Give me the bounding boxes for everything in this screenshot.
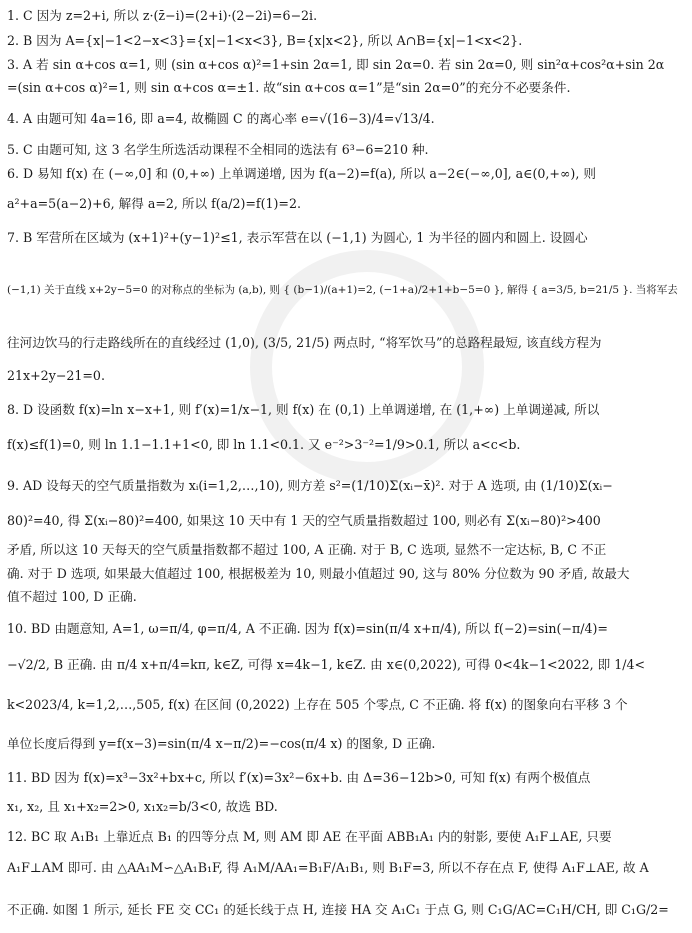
- answer-9: 9. AD 设每天的空气质量指数为 xᵢ(i=1,2,…,10), 则方差 s²=(1/10)Σ(xᵢ−x̄)². 对于 A 选项, 由 (1/10)Σ(xᵢ−: [7, 478, 613, 493]
- answer-2: 2. B 因为 A={x|−1<2−x<3}={x|−1<x<3}, B={x|x<2}, 所以 A∩B={x|−1<x<2}.: [7, 33, 523, 48]
- answer-12-cont2: 不正确. 如图 1 所示, 延长 FE 交 CC₁ 的延长线于点 H, 连接 HA 交 A₁C₁ 于点 G, 则 C₁G/AC=C₁H/CH, 即 C₁G/2=: [7, 902, 669, 917]
- answer-1: 1. C 因为 z=2+i, 所以 z·(z̄−i)=(2+i)·(2−2i)=6−2i.: [7, 8, 318, 23]
- answer-9-cont4: 值不超过 100, D 正确.: [7, 589, 137, 604]
- answer-5: 5. C 由题可知, 这 3 名学生所选活动课程不全相同的选法有 6³−6=210 种.: [7, 142, 429, 157]
- answer-7-cont3: 21x+2y−21=0.: [7, 368, 105, 383]
- answer-9-cont1: 80)²=40, 得 Σ(xᵢ−80)²=400, 如果这 10 天中有 1 天的空气质量指数超过 100, 则必有 Σ(xᵢ−80)²>400: [7, 513, 601, 528]
- answer-10: 10. BD 由题意知, A=1, ω=π/4, φ=π/4, A 不正确. 因为 f(x)=sin(π/4 x+π/4), 所以 f(−2)=sin(−π/4)=: [7, 621, 608, 636]
- answer-7-cont1: (−1,1) 关于直线 x+2y−5=0 的对称点的坐标为 (a,b), 则 { (b−1)/(a+1)=2, (−1+a)/2+1+b−5=0 }, 解得 { a=3/5, b=21/5 }. 当将军去: [7, 284, 678, 296]
- answer-6-cont: a²+a=5(a−2)+6, 解得 a=2, 所以 f(a/2)=f(1)=2.: [7, 196, 301, 211]
- answer-11: 11. BD 因为 f(x)=x³−3x²+bx+c, 所以 f′(x)=3x²−6x+b. 由 Δ=36−12b>0, 可知 f(x) 有两个极值点: [7, 770, 591, 785]
- answer-11-cont: x₁, x₂, 且 x₁+x₂=2>0, x₁x₂=b/3<0, 故选 BD.: [7, 799, 278, 814]
- answer-9-cont3: 确. 对于 D 选项, 如果最大值超过 100, 根据极差为 10, 则最小值超过 90, 这与 80% 分位数为 90 矛盾, 故最大: [7, 566, 630, 581]
- answer-10-cont2: k<2023/4, k=1,2,…,505, f(x) 在区间 (0,2022) 上存在 505 个零点, C 不正确. 将 f(x) 的图象向右平移 3 个: [7, 697, 628, 712]
- answer-3: 3. A 若 sin α+cos α=1, 则 (sin α+cos α)²=1+sin 2α=1, 即 sin 2α=0. 若 sin 2α=0, 则 sin²α+cos²α+sin 2α: [7, 57, 665, 72]
- answer-9-cont2: 矛盾, 所以这 10 天每天的空气质量指数都不超过 100, A 正确. 对于 B, C 选项, 显然不一定达标, B, C 不正: [7, 542, 607, 557]
- answer-12-cont1: A₁F⊥AM 即可. 由 △AA₁M∽△A₁B₁F, 得 A₁M/AA₁=B₁F/A₁B₁, 则 B₁F=3, 所以不存在点 F, 使得 A₁F⊥AE, 故 A: [7, 860, 649, 875]
- answer-12: 12. BC 取 A₁B₁ 上靠近点 B₁ 的四等分点 M, 则 AM 即 AE 在平面 ABB₁A₁ 内的射影, 要使 A₁F⊥AE, 只要: [7, 829, 612, 844]
- answer-8: 8. D 设函数 f(x)=ln x−x+1, 则 f′(x)=1/x−1, 则 f(x) 在 (0,1) 上单调递增, 在 (1,+∞) 上单调递减, 所以: [7, 402, 600, 417]
- answer-8-cont: f(x)≤f(1)=0, 则 ln 1.1−1.1+1<0, 即 ln 1.1<0.1. 又 e⁻²>3⁻²=1/9>0.1, 所以 a<c<b.: [7, 437, 521, 452]
- answer-7: 7. B 军营所在区域为 (x+1)²+(y−1)²≤1, 表示军营在以 (−1,1) 为圆心, 1 为半径的圆内和圆上. 设圆心: [7, 230, 588, 245]
- answer-6: 6. D 易知 f(x) 在 (−∞,0] 和 (0,+∞) 上单调递增, 因为 f(a−2)=f(a), 所以 a−2∈(−∞,0], a∈(0,+∞), 则: [7, 166, 596, 181]
- answer-4: 4. A 由题可知 4a=16, 即 a=4, 故椭圆 C 的离心率 e=√(16−3)/4=√13/4.: [7, 111, 435, 126]
- answer-10-cont1: −√2/2, B 正确. 由 π/4 x+π/4=kπ, k∈Z, 可得 x=4k−1, k∈Z. 由 x∈(0,2022), 可得 0<4k−1<2022, 即 1/4<: [7, 657, 646, 672]
- answer-10-cont3: 单位长度后得到 y=f(x−3)=sin(π/4 x−π/2)=−cos(π/4 x) 的图象, D 正确.: [7, 736, 436, 751]
- answer-3-cont: =(sin α+cos α)²=1, 则 sin α+cos α=±1. 故“sin α+cos α=1”是“sin 2α=0”的充分不必要条件.: [7, 80, 571, 95]
- answer-7-cont2: 往河边饮马的行走路线所在的直线经过 (1,0), (3/5, 21/5) 两点时, “将军饮马”的总路程最短, 该直线方程为: [7, 335, 602, 350]
